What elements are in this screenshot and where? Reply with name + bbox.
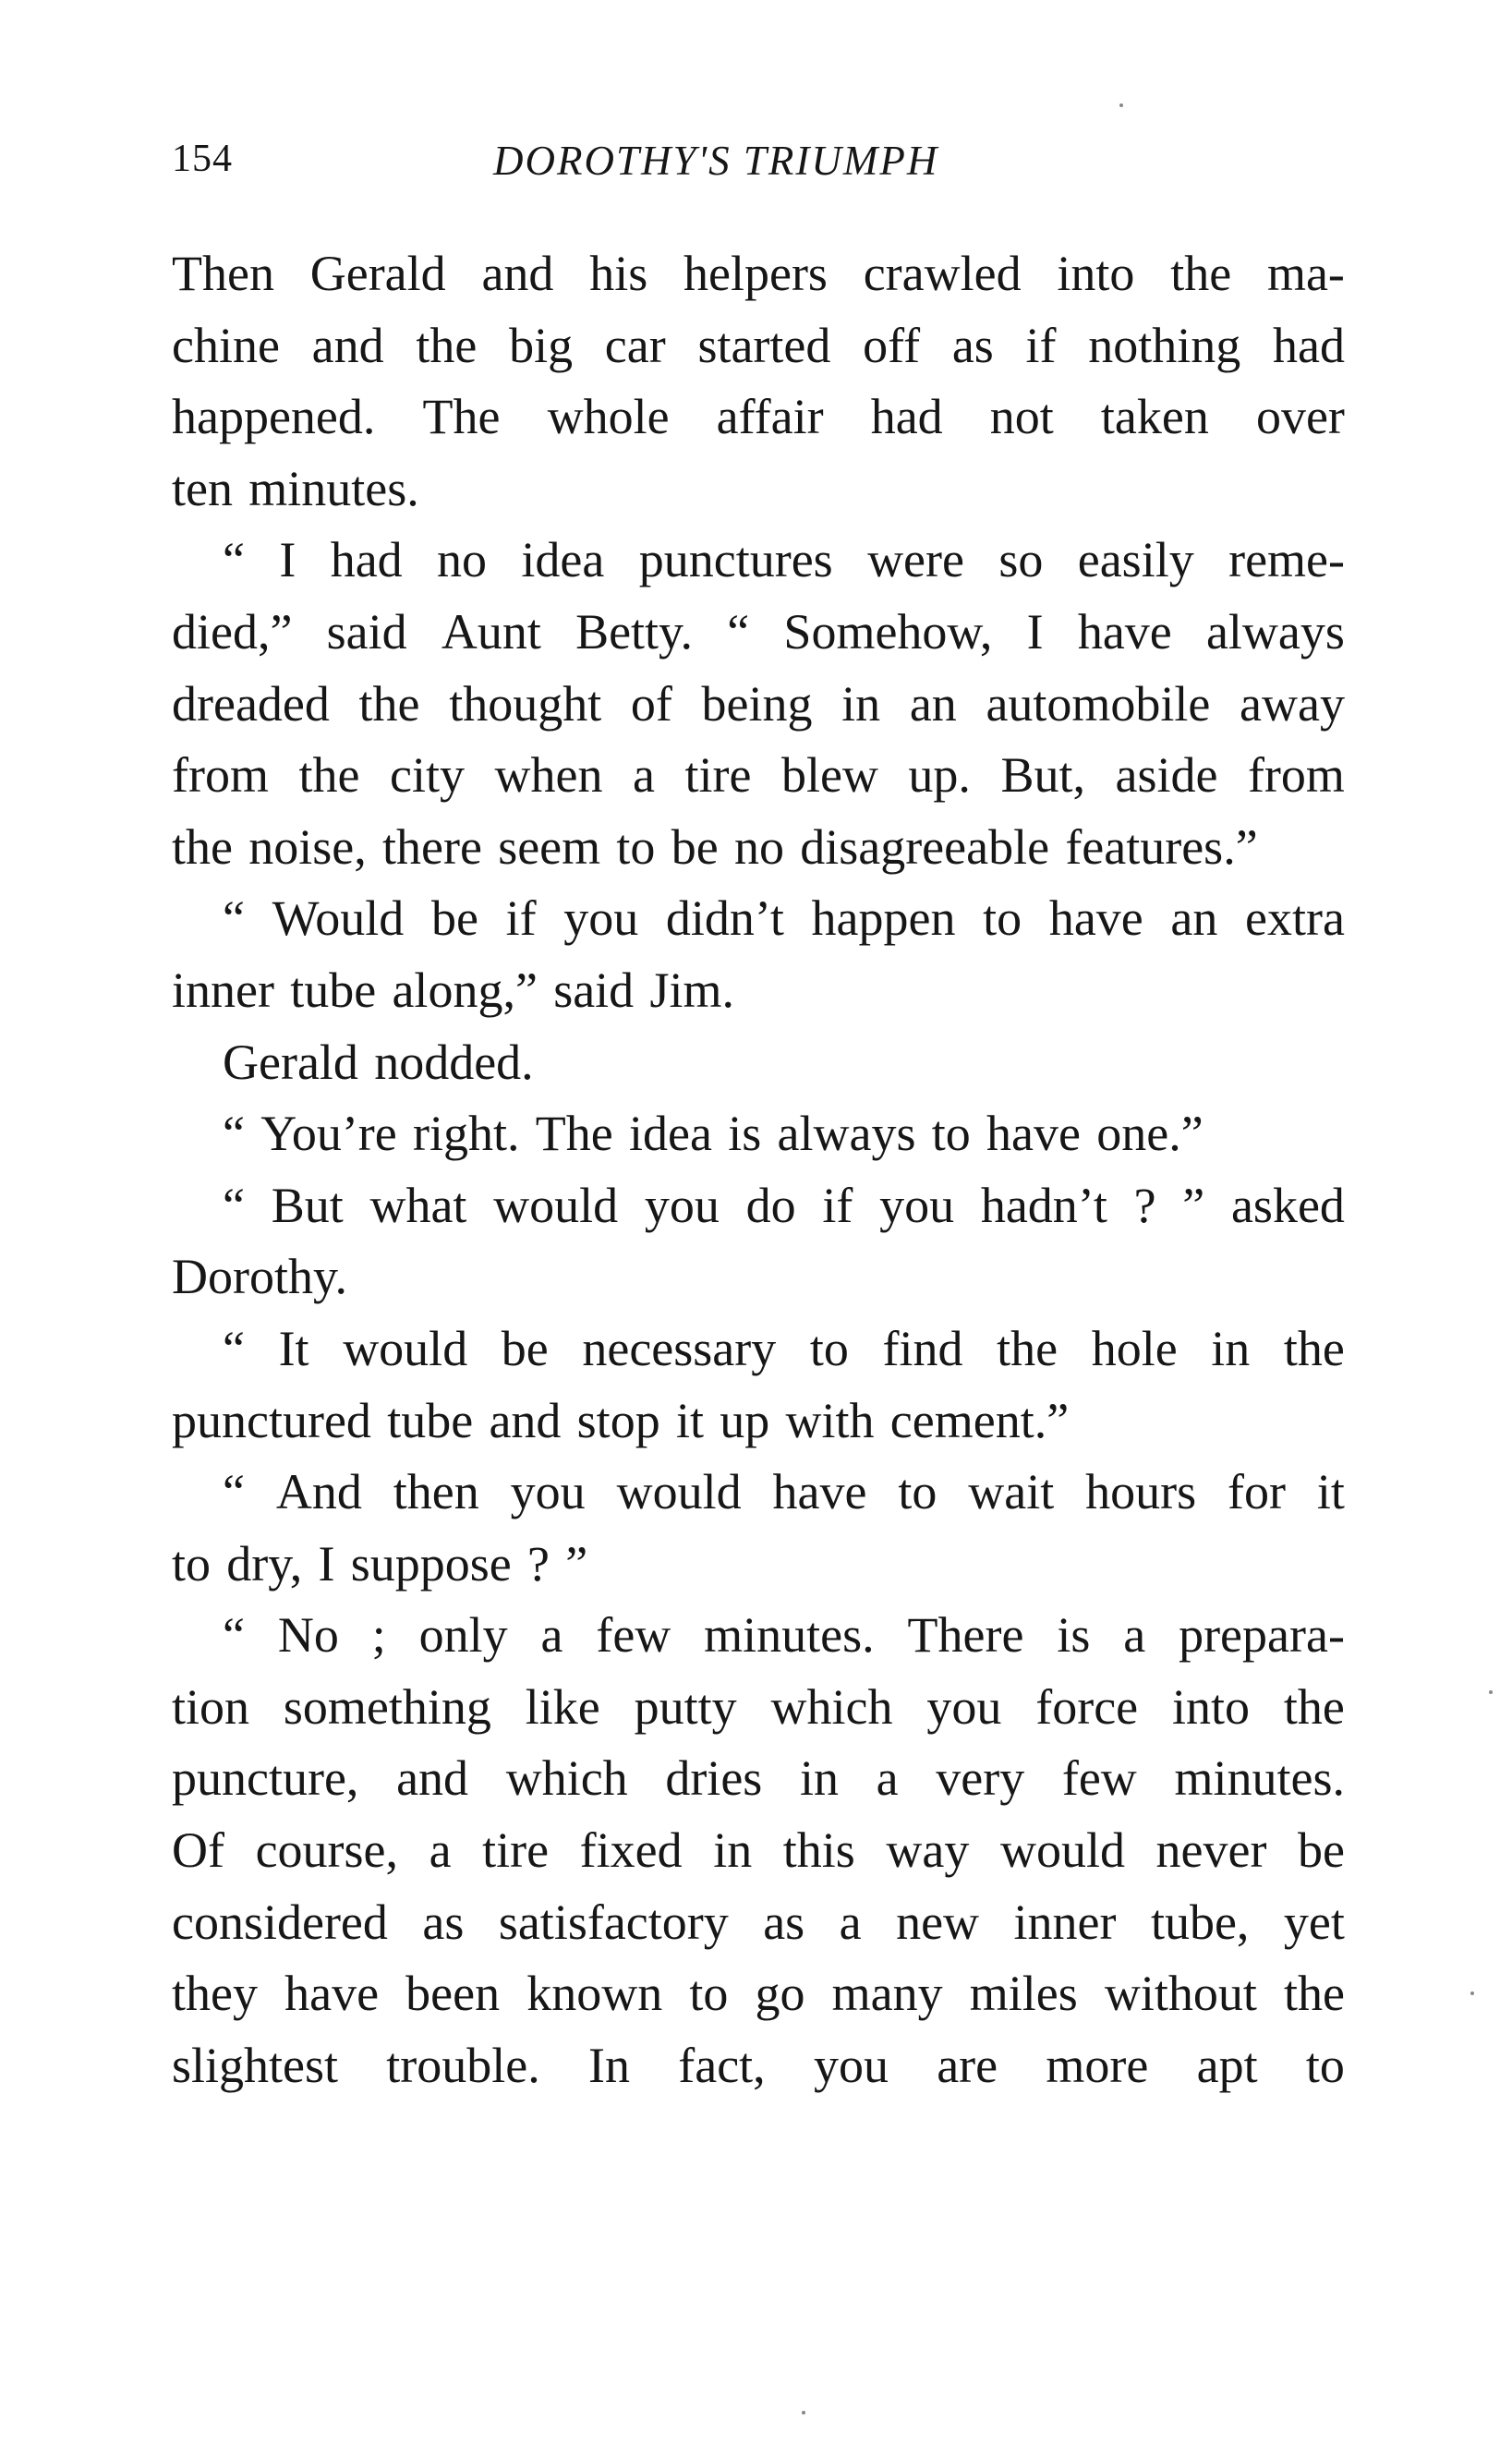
word: no [437,532,488,588]
word: and [311,317,384,373]
word: cement.” [889,1392,1070,1448]
word: with [785,1392,875,1448]
text-line [172,381,1345,454]
word: blew [780,747,878,804]
word: dry, [226,1535,303,1592]
word: the [1283,1678,1345,1735]
word: the [997,1320,1058,1376]
word: extra [1245,890,1345,947]
word: more [1046,2037,1149,2093]
word: over [1255,389,1345,445]
word: Aunt [441,603,541,660]
text-line [172,1313,1345,1386]
word: “ [223,890,245,947]
word: minutes. [704,1607,875,1664]
word: It [278,1320,309,1376]
text-line [172,1815,1345,1887]
text-line [172,1743,1345,1815]
word: have [284,1966,380,2022]
text-line [172,1386,1345,1458]
word: have [772,1464,867,1520]
word: very [936,1750,1025,1807]
word: The [422,389,501,445]
word: had [330,532,403,588]
scan-speck [802,2411,805,2415]
word: would [999,1822,1125,1879]
word: do [745,1177,796,1233]
word: in [1211,1320,1251,1376]
word: dreaded [172,675,330,732]
word: without [1104,1966,1257,2022]
word: hadn’t [980,1177,1107,1233]
word: disagreeable [800,818,1050,875]
word: few [1061,1750,1137,1807]
word: tire [482,1822,550,1879]
text-line [172,1457,1345,1529]
text-line [172,1098,1345,1170]
word: be [1298,1822,1345,1879]
word: hours [1085,1464,1197,1520]
text-line [172,740,1345,812]
word: there [382,818,482,875]
word: a [429,1822,452,1879]
word: Gerald [309,246,446,301]
word: In [588,2037,630,2093]
word: you [563,890,639,947]
word: not [989,389,1054,445]
word: is [1057,1607,1091,1664]
word: “ [223,1607,245,1664]
word: ? [1133,1177,1156,1233]
word: be [671,818,719,875]
word: have [1048,890,1143,947]
word: the [1170,246,1232,301]
word: it [675,1392,704,1448]
word: ? [527,1535,550,1592]
word: a [540,1607,563,1664]
word: helpers [683,246,828,301]
word: Jim. [649,962,734,1018]
word: up [720,1392,770,1448]
word: you [879,1177,955,1233]
word: putty [634,1678,737,1735]
word: to [898,1464,937,1520]
page-header [172,137,1345,201]
word: when [494,747,603,804]
word: new [896,1894,980,1950]
word: automobile [986,675,1211,732]
word: You’re [260,1106,397,1162]
text-line [172,454,1345,526]
word: Then [172,246,274,301]
word: taken [1100,389,1209,445]
word: in [799,1750,839,1807]
word: tube, [1150,1894,1250,1950]
word: what [369,1177,467,1233]
text-line [172,1958,1345,2030]
page-number: 154 [172,138,233,180]
word: noise, [248,818,367,875]
word: happened. [172,389,376,445]
word: always [1205,603,1345,660]
scan-speck [1470,1991,1474,1995]
word: an [1170,890,1218,947]
word: said [553,962,635,1018]
word: his [589,246,648,301]
word: nodded. [374,1034,534,1090]
scan-speck [1489,1690,1493,1694]
word: only [418,1607,508,1664]
word: up. [908,747,971,804]
text-line [172,955,1345,1027]
word: asked [1230,1177,1345,1233]
word: be [501,1320,549,1376]
word: the [172,818,233,875]
word: one.” [1096,1106,1204,1162]
word: from [1247,747,1345,804]
text-line [172,1600,1345,1672]
word: reme- [1228,532,1345,588]
word: in [841,675,881,732]
word: as [422,1894,465,1950]
word: and [396,1750,469,1807]
word: in [713,1822,753,1879]
word: inner [172,962,274,1018]
text-line [172,1027,1345,1099]
word: find [882,1320,963,1376]
word: minutes. [248,460,419,516]
word: you [644,1177,720,1233]
word: I [279,532,296,588]
word: car [604,317,666,373]
word: tube [387,1392,474,1448]
word: you [510,1464,586,1520]
word: idea [629,1106,712,1162]
word: a [632,747,655,804]
word: which [505,1750,628,1807]
word: “ [223,532,245,588]
word: no [733,818,784,875]
word: a [876,1750,899,1807]
word: ten [172,460,233,516]
word: didn’t [665,890,784,947]
word: the [298,747,360,804]
word: been [405,1966,501,2022]
word: into [1172,1678,1251,1735]
word: tion [172,1678,250,1735]
word: from [172,747,269,804]
word: I [1026,603,1044,660]
text-line [172,525,1345,597]
word: But, [1000,747,1085,804]
word: never [1155,1822,1267,1879]
word: necessary [582,1320,777,1376]
word: fixed [579,1822,683,1879]
word: nothing [1088,317,1241,373]
text-line [172,310,1345,382]
word: of [630,675,672,732]
word: thought [449,675,602,732]
word: if [822,1177,853,1233]
word: And [275,1464,362,1520]
word: to [172,1535,212,1592]
word: dries [665,1750,763,1807]
word: to [983,890,1022,947]
word: easily [1077,532,1194,588]
word: force [1035,1678,1139,1735]
word: “ [223,1177,245,1233]
word: to [689,1966,729,2022]
word: But [271,1177,344,1233]
word: the [416,317,478,373]
word: to [931,1106,971,1162]
word: so [998,532,1044,588]
word: ma- [1266,246,1345,301]
word: would [343,1320,468,1376]
word: fact, [678,2037,766,2093]
word: an [909,675,957,732]
word: city [389,747,465,804]
word: it [1316,1464,1345,1520]
word: being [701,675,813,732]
text-line [172,883,1345,955]
word: to [1305,2037,1345,2093]
word: ; [371,1607,386,1664]
word: ” [565,1535,588,1592]
word: trouble. [386,2037,540,2093]
word: Somehow, [783,603,993,660]
word: Dorothy. [172,1249,347,1305]
word: the [1284,1966,1345,2022]
word: Of [172,1822,224,1879]
word: a [1123,1607,1146,1664]
word: “ [223,1464,245,1520]
word: many [831,1966,943,2022]
word: go [755,1966,805,2022]
word: which [770,1678,893,1735]
word: Would [272,890,405,947]
word: way [886,1822,970,1879]
word: prepara- [1179,1607,1345,1664]
text-line [172,812,1345,884]
text-line [172,2030,1345,2102]
word: considered [172,1894,388,1950]
text-line [172,1887,1345,1959]
word: seem [498,818,601,875]
word: tube [290,962,377,1018]
word: as [951,317,994,373]
word: had [870,389,943,445]
word: the [358,675,420,732]
word: you [813,2037,889,2093]
word: slightest [172,2037,339,2093]
word: to [809,1320,849,1376]
word: inner [1013,1894,1117,1950]
word: wait [968,1464,1055,1520]
word: into [1057,246,1135,301]
word: tire [684,747,752,804]
word: died,” [172,603,293,660]
word: idea [521,532,605,588]
word: something [283,1678,491,1735]
word: I [318,1535,335,1592]
word: features.” [1065,818,1258,875]
word: punctures [638,532,833,588]
word: Gerald [223,1034,358,1090]
word: “ [223,1106,245,1162]
scan-speck [1119,103,1123,107]
word: had [1272,317,1345,373]
word: punctured [172,1392,371,1448]
word: aside [1115,747,1218,804]
word: happen [811,890,956,947]
word: if [505,890,537,947]
word: they [172,1966,258,2022]
word: then [393,1464,479,1520]
word: like [525,1678,600,1735]
word: would [493,1177,619,1233]
word: hole [1091,1320,1178,1376]
word: “ [727,603,750,660]
text-line [172,1241,1345,1313]
word: to [616,818,656,875]
word: were [867,532,964,588]
text-line [172,1672,1345,1744]
word: whole [547,389,670,445]
running-title: DOROTHY'S TRIUMPH [493,138,939,184]
text-line [172,669,1345,741]
word: would [616,1464,742,1520]
word: for [1228,1464,1287,1520]
word: started [697,317,831,373]
word: right. [413,1106,520,1162]
word: course, [255,1822,398,1879]
word: No [277,1607,339,1664]
word: are [937,2037,998,2093]
word: and [481,246,554,301]
word: suppose [350,1535,512,1592]
word: and [489,1392,562,1448]
word: There [907,1607,1024,1664]
word: “ [223,1320,245,1376]
text-line [172,1529,1345,1601]
word: have [986,1106,1081,1162]
word: a [839,1894,862,1950]
word: as [763,1894,805,1950]
word: away [1240,675,1345,732]
word: this [782,1822,855,1879]
word: satisfactory [498,1894,729,1950]
word: affair [716,389,824,445]
word: minutes. [1174,1750,1345,1807]
word: known [526,1966,663,2022]
word: puncture, [172,1750,359,1807]
word: big [509,317,574,373]
word: few [596,1607,671,1664]
word: if [1025,317,1057,373]
text-line [172,1170,1345,1242]
word: off [863,317,921,373]
word: along,” [392,962,538,1018]
word: chine [172,317,280,373]
word: Betty. [575,603,694,660]
word: is [728,1106,762,1162]
word: ” [1182,1177,1205,1233]
body-text [172,238,1345,2101]
text-line [172,597,1345,669]
word: always [777,1106,916,1162]
word: you [926,1678,1002,1735]
word: the [1283,1320,1345,1376]
word: yet [1283,1894,1345,1950]
word: stop [576,1392,660,1448]
word: miles [969,1966,1078,2022]
word: The [535,1106,613,1162]
word: be [430,890,478,947]
word: crawled [863,246,1022,301]
word: have [1077,603,1172,660]
text-line [172,238,1345,310]
word: apt [1196,2037,1258,2093]
word: said [326,603,407,660]
